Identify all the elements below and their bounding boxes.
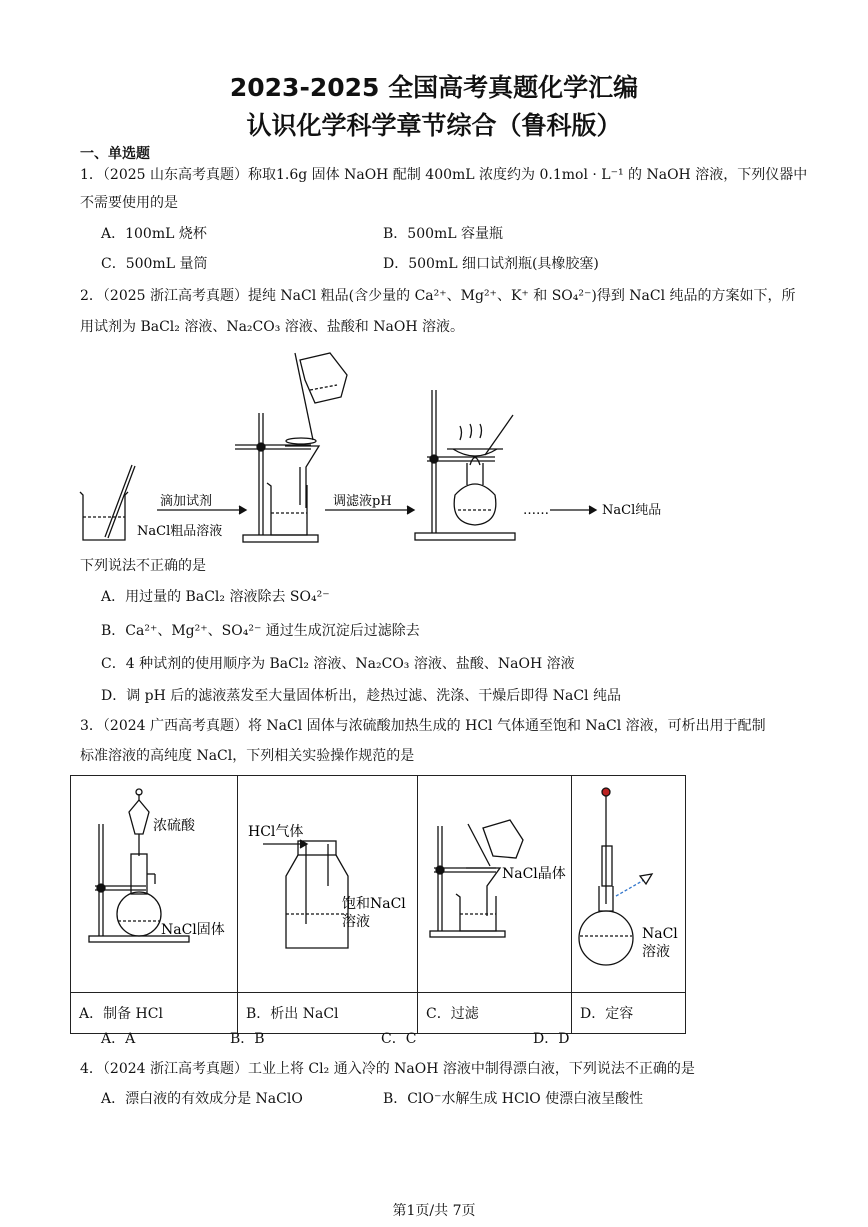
q3-caption-c: C．过滤 [418, 993, 572, 1034]
filtration-stand-icon [235, 353, 347, 542]
q1-stem-line1: 1．（2025 山东高考真题）称取1.6g 固体 NaOH 配制 400mL 浓度约为 0.1mol · L⁻¹ 的 NaOH 溶液，下列仪器中 [80, 167, 808, 183]
q3-caption-a: A．制备 HCl [71, 993, 238, 1034]
q3-cell-d-figure [572, 776, 686, 993]
doc-title-line2: 认识化学科学章节综合（鲁科版） [246, 111, 622, 140]
q1-option-b: B．500mL 容量瓶 [383, 226, 504, 242]
q4-stem-line1: 4．（2024 浙江高考真题）工业上将 Cl₂ 通入冷的 NaOH 溶液中制得漂白液，下列说法不正确的是 [80, 1061, 695, 1077]
q3-option-c: C．C [381, 1031, 417, 1047]
q2-option-d: D．调 pH 后的滤液蒸发至大量固体析出，趁热过滤、洗涤、干燥后即得 NaCl 纯品 [101, 688, 621, 704]
q3-cell-b-figure [238, 776, 418, 993]
label-adjust-ph: 调滤液pH [333, 494, 392, 509]
label-hcl-gas: HCl气体 [248, 824, 304, 840]
q3-figure-table [70, 775, 686, 1034]
q1-option-a: A．100mL 烧杯 [101, 226, 207, 242]
label-pure-nacl: NaCl纯品 [602, 503, 662, 518]
q2-stem-line1: 2．（2025 浙江高考真题）提纯 NaCl 粗品(含少量的 Ca²⁺、Mg²⁺、K⁺ 和 SO₄²⁻)得到 NaCl 纯品的方案如下，所 [80, 288, 796, 304]
q2-option-a: A．用过量的 BaCl₂ 溶液除去 SO₄²⁻ [101, 589, 330, 605]
label-nacl-crystal: NaCl晶体 [502, 866, 566, 882]
doc-title-line1: 2023-2025 全国高考真题化学汇编 [229, 73, 639, 102]
section-heading: 一、单选题 [80, 146, 150, 162]
q3-cell-c-figure [418, 776, 572, 993]
q1-option-d: D．500mL 细口试剂瓶(具橡胶塞) [383, 256, 599, 272]
q4-option-b: B．ClO⁻水解生成 HClO 使漂白液呈酸性 [383, 1091, 644, 1107]
q2-option-b: B．Ca²⁺、Mg²⁺、SO₄²⁻ 通过生成沉淀后过滤除去 [101, 623, 420, 639]
q1-stem-line2: 不需要使用的是 [80, 195, 178, 211]
q3-option-b: B．B [230, 1031, 265, 1047]
q3-cell-a-figure [71, 776, 238, 993]
label-dots: …… [523, 503, 549, 518]
q4-option-a: A．漂白液的有效成分是 NaClO [101, 1091, 303, 1107]
page-footer: 第1页/共 7页 [392, 1203, 476, 1219]
q1-option-c: C．500mL 量筒 [101, 256, 208, 272]
q3-option-a: A．A [101, 1031, 136, 1047]
q3-stem-line1: 3．（2024 广西高考真题）将 NaCl 固体与浓硫酸加热生成的 HCl 气体通至饱和 NaCl 溶液，可析出用于配制 [80, 718, 766, 734]
q3-caption-b: B．析出 NaCl [238, 993, 418, 1034]
q3-option-d: D．D [533, 1031, 570, 1047]
label-solution-d: 溶液 [642, 944, 670, 960]
label-nacl-d: NaCl [642, 926, 678, 942]
label-crude-solution: NaCl粗品溶液 [137, 524, 223, 539]
q2-purification-figure [75, 345, 695, 550]
label-conc-sulfuric-acid: 浓硫酸 [153, 818, 195, 834]
q3-stem-line2: 标准溶液的高纯度 NaCl，下列相关实验操作规范的是 [80, 748, 415, 764]
label-solution-b: 溶液 [342, 914, 370, 930]
q2-stem-line2: 用试剂为 BaCl₂ 溶液、Na₂CO₃ 溶液、盐酸和 NaOH 溶液。 [80, 319, 464, 335]
label-nacl-solid: NaCl固体 [161, 922, 225, 938]
q2-question: 下列说法不正确的是 [80, 558, 206, 574]
label-add-reagent: 滴加试剂 [160, 494, 213, 509]
evaporation-stand-icon [415, 390, 515, 540]
label-saturated-nacl: 饱和NaCl [342, 896, 406, 912]
q2-option-c: C．4 种试剂的使用顺序为 BaCl₂ 溶液、Na₂CO₃ 溶液、盐酸、NaOH 溶液 [101, 656, 575, 672]
beaker-icon [80, 465, 135, 540]
q3-caption-d: D．定容 [572, 993, 686, 1034]
